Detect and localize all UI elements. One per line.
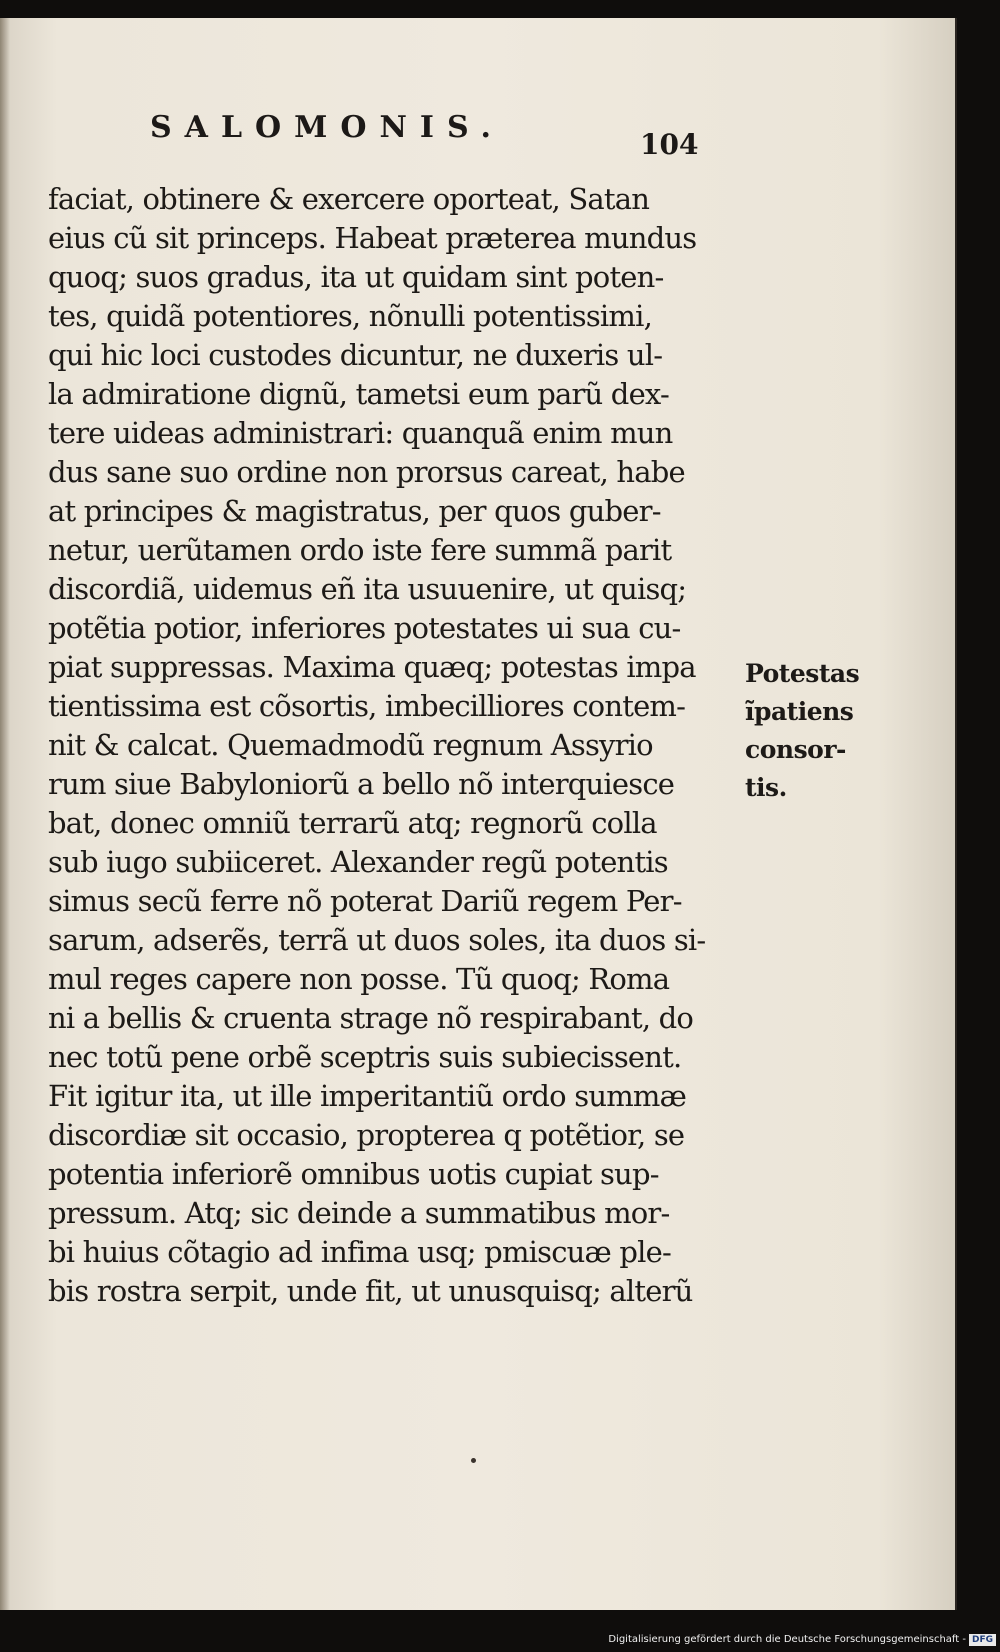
running-header: SALOMONIS. — [150, 110, 505, 145]
folio-number: 104 — [640, 128, 699, 161]
marginal-note-line: Potestas — [745, 659, 860, 688]
text-line: nec totũ pene orbẽ sceptris suis subiecissent. — [48, 1040, 682, 1074]
text-line: tientissima est cõsortis, imbecilliores contem- — [48, 689, 686, 723]
text-line: potẽtia potior, inferiores potestates ui sua cu- — [48, 611, 681, 645]
book-page — [0, 18, 957, 1610]
text-line: simus secũ ferre nõ poterat Dariũ regem Per- — [48, 884, 682, 918]
text-line: pressum. Atq; sic deinde a summatibus mor- — [48, 1196, 670, 1230]
text-line: discordiæ sit occasio, propterea q potẽtior, se — [48, 1118, 685, 1152]
text-line: tes, quidã potentiores, nõnulli potentissimi, — [48, 299, 652, 333]
text-line: tere uideas administrari: quanquã enim mun — [48, 416, 673, 450]
text-line: rum siue Babyloniorũ a bello nõ interquiesce — [48, 767, 675, 801]
text-line: mul reges capere non posse. Tũ quoq; Roma — [48, 962, 670, 996]
text-line: sarum, adserẽs, terrã ut duos soles, ita duos si- — [48, 923, 706, 957]
ink-speck — [471, 1458, 476, 1463]
dfg-logo: DFG — [969, 1634, 996, 1646]
text-line: potentia inferiorẽ omnibus uotis cupiat sup- — [48, 1157, 659, 1191]
digitization-credit — [608, 1632, 1000, 1648]
text-line: discordiã, uidemus eñ ita usuuenire, ut quisq; — [48, 572, 687, 606]
text-line: quoq; suos gradus, ita ut quidam sint poten- — [48, 260, 664, 294]
marginal-note-line: consor- — [745, 735, 846, 764]
text-line: nit & calcat. Quemadmodũ regnum Assyrio — [48, 728, 653, 762]
text-line: qui hic loci custodes dicuntur, ne duxeris ul- — [48, 338, 663, 372]
text-line: eius cũ sit princeps. Habeat præterea mundus — [48, 221, 697, 255]
body-text — [48, 180, 738, 1311]
text-line: la admiratione dignũ, tametsi eum parũ dex- — [48, 377, 669, 411]
text-line: faciat, obtinere & exercere oporteat, Satan — [48, 182, 650, 216]
credit-text: Digitalisierung gefördert durch die Deutsche Forschungsgemeinschaft - — [608, 1634, 966, 1645]
text-line: bat, donec omniũ terrarũ atq; regnorũ colla — [48, 806, 657, 840]
text-line: sub iugo subiiceret. Alexander regũ potentis — [48, 845, 668, 879]
text-line: at principes & magistratus, per quos guber- — [48, 494, 661, 528]
marginal-note-line: ĩpatiens — [745, 697, 854, 726]
text-line: Fit igitur ita, ut ille imperitantiũ ordo summæ — [48, 1079, 687, 1113]
text-line: piat suppressas. Maxima quæq; potestas impa — [48, 650, 696, 684]
text-line: dus sane suo ordine non prorsus careat, habe — [48, 455, 685, 489]
text-line: ni a bellis & cruenta strage nõ respirabant, do — [48, 1001, 694, 1035]
marginal-note — [745, 655, 865, 807]
marginal-note-line: tis. — [745, 773, 787, 802]
text-line: bis rostra serpit, unde fit, ut unusquisq; alterũ — [48, 1274, 693, 1308]
text-line: netur, uerũtamen ordo iste fere summã parit — [48, 533, 672, 567]
text-line: bi huius cõtagio ad infima usq; pmiscuæ ple- — [48, 1235, 671, 1269]
